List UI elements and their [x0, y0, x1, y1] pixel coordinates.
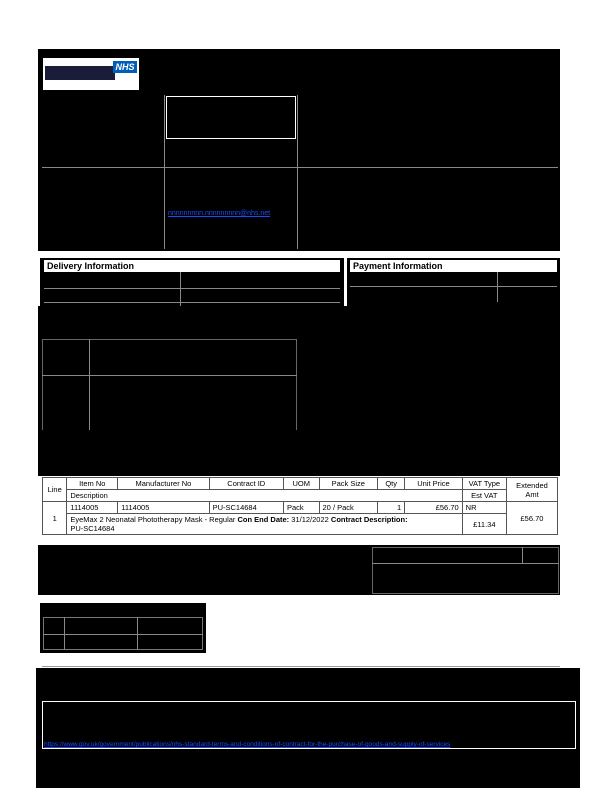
payment-info-panel: [347, 258, 560, 306]
contract-description-label: Contract Description:: [330, 515, 408, 524]
col-header-item-no: Item No: [67, 478, 118, 490]
cell-pack-size: 20 / Pack: [319, 502, 378, 514]
col-header-qty: Qty: [378, 478, 405, 490]
notes-box: [42, 339, 297, 431]
col-header-description: Description: [67, 490, 462, 502]
divider: [44, 288, 340, 289]
col-header-est-vat: Est VAT: [462, 490, 506, 502]
col-header-contract-id: Contract ID: [209, 478, 283, 490]
totals-block: [38, 545, 560, 595]
col-header-vat-type: VAT Type: [462, 478, 506, 490]
notes-block: [38, 306, 560, 430]
col-header-extended-amt: Extended Amt: [507, 478, 558, 502]
col-header-uom: UOM: [283, 478, 319, 490]
divider: [89, 339, 90, 431]
order-info-block: [38, 91, 560, 251]
terms-link[interactable]: https://www.gov.uk/government/publications/nhs-standard-terms-and-conditions-of-contract-for-the-purchase-of-goods-and-supply-of-services: [44, 741, 451, 748]
approval-table: [40, 603, 206, 653]
cell-contract-id: PU-SC14684: [209, 502, 283, 514]
con-end-value: 31/12/2022: [291, 515, 329, 524]
divider: [64, 617, 65, 650]
col-header-manufacturer-no: Manufacturer No: [118, 478, 209, 490]
cell-vat-type: NR: [462, 502, 506, 514]
items-header-band: [38, 430, 560, 476]
divider: [42, 375, 297, 376]
col-header-line: Line: [43, 478, 67, 502]
cell-manufacturer-no: 1114005: [118, 502, 209, 514]
divider: [42, 167, 558, 168]
divider: [137, 617, 138, 650]
nhs-logo-badge: NHS: [113, 61, 137, 73]
order-number-box: [166, 96, 296, 139]
item-description: EyeMax 2 Neonatal Phototherapy Mask - Regular: [70, 515, 236, 524]
table-header-row: [43, 478, 558, 490]
con-end-label: Con End Date:: [237, 515, 290, 524]
divider: [44, 302, 340, 303]
cell-unit-price: £56.70: [405, 502, 462, 514]
cell-item-no: 1114005: [67, 502, 118, 514]
supplier-email-link[interactable]: nnnnnnnnn.nnnnnnnnn@nhs.net: [168, 210, 271, 217]
divider: [164, 95, 165, 249]
cell-qty: 1: [378, 502, 405, 514]
divider: [350, 286, 557, 287]
totals-box: [372, 547, 559, 594]
logo-wordmark: [45, 66, 115, 80]
cell-description: [67, 514, 462, 535]
table-row-description: [43, 514, 558, 535]
divider: [522, 547, 523, 563]
cell-line: 1: [43, 502, 67, 535]
divider: [297, 95, 298, 249]
nhs-logo: [43, 58, 139, 90]
contract-description-value: PU-SC14684: [70, 524, 115, 533]
cell-extended-amt: £56.70: [507, 502, 558, 535]
table-row: [43, 502, 558, 514]
order-items-table: [42, 477, 558, 535]
payment-info-title: Payment Information: [350, 260, 557, 272]
cell-est-vat: £11.34: [462, 514, 506, 535]
table-header-row-2: [43, 490, 558, 502]
col-header-unit-price: Unit Price: [405, 478, 462, 490]
divider: [43, 634, 203, 635]
footer-block: [36, 668, 580, 788]
divider: [497, 272, 498, 302]
section-separator: [42, 666, 560, 667]
col-header-pack-size: Pack Size: [319, 478, 378, 490]
delivery-info-title: Delivery Information: [44, 260, 340, 272]
divider: [372, 563, 559, 564]
cell-uom: Pack: [283, 502, 319, 514]
